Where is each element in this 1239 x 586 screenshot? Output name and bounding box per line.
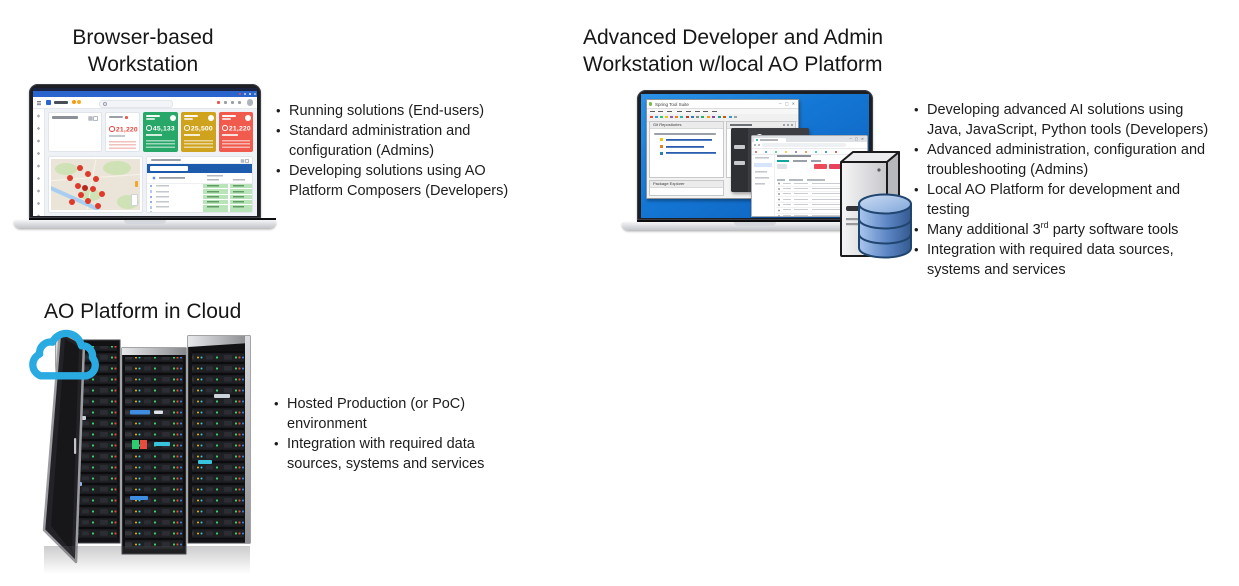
decor — [245, 115, 251, 121]
decor — [55, 163, 77, 175]
pane-header: Package Explorer — [650, 181, 723, 188]
kpi-value: 21,220 — [222, 125, 251, 133]
brand-dots-icon — [72, 100, 76, 104]
table-row — [147, 205, 252, 209]
cloud-icon — [20, 324, 112, 384]
search-input — [99, 100, 173, 108]
ide-titlebar — [647, 100, 798, 109]
decor — [146, 140, 175, 148]
kpi-card-yellow — [181, 112, 216, 152]
zoom-control — [131, 194, 138, 206]
cloud-platform-bullets — [274, 394, 510, 474]
decor — [184, 140, 213, 148]
rack-cabinet-middle — [122, 348, 186, 554]
decor — [109, 126, 115, 132]
decor — [208, 115, 214, 121]
hyperlink — [660, 138, 716, 142]
hyperlink — [660, 145, 716, 149]
bullet-text: Integration with required data sources, systems and services — [287, 436, 485, 472]
server-database-illustration — [829, 146, 915, 266]
bullet-text: Hosted Production (or PoC) environment — [287, 396, 466, 432]
decor — [222, 140, 250, 148]
decor — [245, 159, 250, 164]
decor — [109, 135, 125, 137]
toolbar-icons — [238, 101, 241, 104]
bullet-item — [914, 100, 1221, 140]
package-explorer-pane — [649, 180, 724, 196]
decor — [184, 115, 198, 117]
app-sidebar — [752, 153, 775, 216]
table-row — [147, 195, 252, 199]
bullet-item — [274, 434, 510, 474]
delete-button — [814, 164, 827, 169]
decor — [109, 116, 123, 118]
button — [777, 164, 787, 169]
kpi-card-green — [143, 112, 178, 152]
decor — [51, 174, 140, 182]
table-row — [147, 189, 252, 193]
map — [51, 159, 140, 210]
decor — [184, 118, 193, 120]
decor — [93, 116, 98, 121]
window-controls-icon: ─ ▢ ✕ — [849, 137, 865, 141]
bullet-item — [914, 180, 1221, 220]
bullet-icon: • — [276, 103, 281, 118]
bullet-text: Running solutions (End-users) — [289, 103, 485, 119]
decor — [730, 124, 752, 126]
bullet-item — [914, 140, 1221, 180]
decor — [184, 125, 190, 131]
bullet-icon: • — [914, 242, 919, 257]
kpi-value: 45,133 — [146, 125, 175, 133]
bullet-text: Advanced administration, configuration and troubleshooting (Admins) — [927, 142, 1206, 178]
app-icon — [649, 102, 652, 105]
dropdown-select — [150, 166, 188, 171]
browser-workstation-bullets — [276, 101, 524, 201]
bullet-text: Standard administration and configuration (Admins) — [289, 123, 471, 159]
app-logo — [46, 100, 51, 105]
table-subheader — [147, 173, 252, 184]
database-cylinder-icon — [859, 195, 911, 258]
bullet-item — [274, 394, 510, 434]
decor — [184, 134, 200, 136]
laptop-screen — [29, 84, 261, 218]
decor — [146, 115, 160, 117]
table-row — [147, 200, 252, 204]
template-list-card — [48, 112, 102, 152]
map-panel — [48, 156, 143, 213]
decor — [54, 101, 68, 104]
bullet-icon: • — [276, 163, 281, 178]
hyperlink — [660, 151, 716, 155]
dashboard-sidebar — [33, 109, 45, 216]
decor — [734, 145, 745, 149]
bullet-icon: • — [914, 182, 919, 197]
decor — [791, 124, 793, 126]
bullet-item — [276, 101, 524, 121]
laptop-base — [14, 220, 276, 228]
splash-sidebar — [731, 128, 748, 192]
bullet-item — [914, 240, 1221, 280]
decor — [52, 116, 78, 119]
kpi-value: 21,220 — [109, 126, 138, 134]
window-title: Spring Tool Suite — [655, 101, 689, 107]
superscript: rd — [1040, 220, 1049, 231]
decor — [222, 125, 228, 131]
window-controls-icon: ─ ▢ ✕ — [778, 101, 796, 107]
bullet-icon: • — [274, 436, 279, 451]
bullet-item — [914, 220, 1221, 240]
title-line: Advanced Developer and Admin — [583, 26, 884, 49]
dashboard-navbar — [33, 97, 257, 109]
search-icon — [103, 102, 107, 106]
pegman-icon — [135, 181, 138, 187]
map-pins-icon — [77, 165, 83, 171]
browser-workstation-title — [18, 24, 268, 78]
decor — [170, 115, 176, 121]
bullet-icon: • — [274, 396, 279, 411]
bullet-icon: • — [914, 102, 919, 117]
table-row — [147, 184, 252, 188]
bullet-text: Developing advanced AI solutions using Java, JavaScript, Python tools (Developers) — [927, 102, 1209, 138]
decor — [650, 111, 655, 113]
rack-reflection — [44, 546, 250, 574]
table-title-row — [147, 157, 252, 164]
bullet-item — [276, 121, 524, 161]
data-table-panel — [146, 156, 253, 213]
favicon — [756, 139, 758, 141]
decor — [125, 116, 128, 119]
decor — [222, 134, 238, 136]
browser-laptop-illustration — [14, 84, 276, 228]
bullet-icon: • — [914, 222, 919, 237]
bullet-icon: • — [914, 142, 919, 157]
decor — [734, 222, 776, 226]
table-row — [147, 210, 252, 213]
menu-icon — [37, 101, 41, 102]
table-filter-bar — [147, 164, 252, 173]
decor — [222, 118, 231, 120]
bullet-item — [276, 161, 524, 201]
window-dots-icon — [249, 93, 251, 95]
bullet-icon: • — [276, 123, 281, 138]
bullet-text: Developing solutions using AO Platform Composers (Developers) — [289, 163, 509, 199]
rack-cabinet-right — [188, 336, 250, 543]
decor — [777, 155, 811, 157]
decor — [151, 159, 181, 161]
kpi-card-white — [105, 112, 140, 152]
title-line: Workstation — [87, 53, 199, 76]
bullet-text: Integration with required data sources, systems and services — [927, 242, 1174, 278]
nav-arrows-icon — [754, 144, 756, 146]
pane-header: Git Repositories — [650, 122, 723, 129]
title-line: Workstation w/local AO Platform — [583, 53, 883, 76]
decor — [146, 125, 152, 131]
title-line: Browser-based — [72, 26, 214, 49]
advanced-workstation-bullets — [914, 100, 1221, 280]
decor — [146, 118, 155, 120]
bullet-text: Local AO Platform for development and testing — [927, 182, 1181, 218]
decor — [222, 115, 236, 117]
toolbar-icons — [650, 116, 653, 119]
dashboard-screenshot — [33, 88, 257, 216]
decor — [109, 141, 136, 149]
cloud-platform-title: AO Platform in Cloud — [44, 300, 242, 323]
avatar — [247, 99, 254, 106]
kpi-value: 25,500 — [184, 125, 213, 133]
dashboard-main — [45, 109, 257, 216]
decor — [103, 161, 131, 175]
decor — [654, 133, 716, 135]
decor — [124, 220, 166, 224]
git-repositories-pane — [649, 121, 724, 178]
decor — [760, 139, 778, 140]
bullet-text: Many additional 3rd party software tools — [927, 220, 1179, 238]
advanced-workstation-title — [583, 24, 963, 78]
decor — [146, 134, 162, 136]
kpi-card-red — [219, 112, 253, 152]
